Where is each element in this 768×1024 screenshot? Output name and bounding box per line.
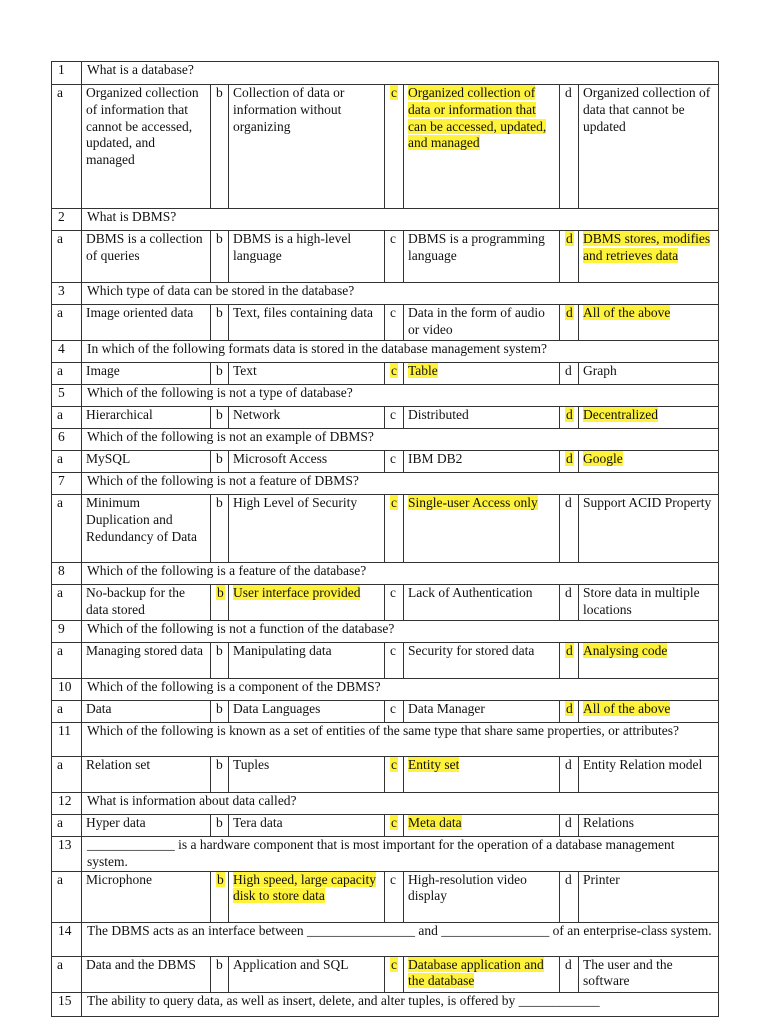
option-letter — [560, 815, 579, 837]
option-text-label: Store data in multiple locations — [583, 585, 700, 617]
option-text — [82, 85, 211, 209]
option-letter-label: a — [57, 305, 63, 320]
question-text: Which of the following is known as a set of entities of the same type that share same properties, or attributes? — [82, 723, 719, 757]
option-text-label: Tera data — [233, 815, 283, 830]
option-letter-label: b — [217, 871, 224, 887]
option-text — [404, 451, 560, 473]
option-text-label: Text — [233, 363, 257, 378]
question-row — [52, 793, 719, 815]
question-text: Which type of data can be stored in the database? — [82, 283, 719, 305]
option-letter — [52, 585, 82, 621]
option-text — [229, 956, 385, 992]
question-text: What is information about data called? — [82, 793, 719, 815]
option-text-label: DBMS stores, modifies and retrieves data — [583, 231, 711, 263]
option-letter-label: c — [390, 871, 396, 887]
option-text-label: Tuples — [233, 757, 270, 772]
option-text-label: Application and SQL — [233, 956, 349, 972]
question-row — [52, 385, 719, 407]
option-text — [82, 363, 211, 385]
option-text — [229, 231, 385, 283]
question-number: 12 — [52, 793, 82, 815]
option-text-label: The user and the software — [583, 956, 673, 989]
question-text: In which of the following formats data is stored in the database management system? — [82, 341, 719, 363]
option-letter-label: a — [57, 495, 63, 510]
option-letter-label: a — [57, 231, 63, 246]
option-text-label: Microphone — [86, 871, 152, 887]
option-letter-label: d — [565, 956, 572, 972]
option-text-label: Entity Relation model — [583, 757, 703, 772]
option-text — [404, 643, 560, 679]
option-letter-label: c — [391, 956, 397, 972]
option-text-label: Table — [408, 363, 438, 378]
option-letter — [385, 85, 404, 209]
question-number: 15 — [52, 992, 82, 1016]
option-letter-label: c — [390, 585, 396, 600]
option-letter — [52, 643, 82, 679]
option-text — [82, 495, 211, 563]
option-letter — [385, 815, 404, 837]
option-text — [404, 407, 560, 429]
options-row — [52, 231, 719, 283]
option-letter — [560, 85, 579, 209]
option-letter-label: c — [391, 85, 397, 100]
option-text-label: MySQL — [86, 451, 131, 466]
option-text-label: DBMS is a high-level language — [233, 231, 352, 263]
option-text-label: Hyper data — [86, 815, 146, 830]
option-text-label: Hierarchical — [86, 407, 153, 422]
option-letter — [52, 305, 82, 341]
option-letter-label: a — [57, 585, 63, 600]
option-letter — [385, 585, 404, 621]
options-row — [52, 495, 719, 563]
question-row — [52, 283, 719, 305]
option-letter-label: a — [57, 643, 63, 658]
option-text — [229, 305, 385, 341]
option-letter-label: b — [216, 956, 223, 972]
option-text-correct — [404, 815, 560, 837]
option-letter — [211, 305, 229, 341]
option-letter-label: b — [216, 757, 223, 772]
option-letter — [52, 85, 82, 209]
option-letter-label: d — [566, 305, 573, 320]
option-letter-label: d — [565, 871, 572, 887]
option-letter-label: b — [216, 231, 223, 246]
option-text — [579, 495, 719, 563]
options-row — [52, 85, 719, 209]
option-letter — [560, 495, 579, 563]
option-text-label: Single-user Access only — [408, 495, 538, 510]
question-number: 3 — [52, 283, 82, 305]
option-letter-label: c — [390, 643, 396, 658]
option-letter — [52, 231, 82, 283]
option-letter — [385, 305, 404, 341]
option-text — [82, 231, 211, 283]
option-text-label: Organized collection of information that cannot be accessed, updated, and managed — [86, 85, 199, 168]
option-text-label: Microsoft Access — [233, 451, 328, 466]
question-text: Which of the following is not an example of DBMS? — [82, 429, 719, 451]
option-letter-label: d — [566, 407, 573, 422]
option-letter-label: c — [390, 305, 396, 320]
question-row — [52, 429, 719, 451]
option-text — [579, 585, 719, 621]
option-letter-label: b — [216, 701, 223, 716]
option-text — [82, 956, 211, 992]
option-letter — [52, 363, 82, 385]
option-text-label: Organized collection of data or information that can be accessed, updated, and managed — [408, 85, 547, 151]
option-text-label: Data Manager — [408, 701, 485, 716]
option-text-label: Entity set — [408, 757, 460, 772]
option-text-label: User interface provided — [233, 585, 361, 600]
option-letter-label: b — [216, 815, 223, 830]
option-letter — [211, 643, 229, 679]
options-row — [52, 871, 719, 922]
option-letter-label: b — [216, 363, 223, 378]
option-text-correct — [404, 363, 560, 385]
option-letter — [52, 495, 82, 563]
option-text-label: IBM DB2 — [408, 451, 463, 466]
option-letter-label: d — [566, 643, 573, 658]
option-text — [579, 757, 719, 793]
option-letter — [385, 407, 404, 429]
option-letter — [52, 407, 82, 429]
option-text-correct — [404, 956, 560, 992]
option-text-label: High Level of Security — [233, 495, 358, 510]
option-letter — [560, 757, 579, 793]
option-text-correct — [229, 585, 385, 621]
question-number: 5 — [52, 385, 82, 407]
question-number: 1 — [52, 62, 82, 85]
option-text — [229, 407, 385, 429]
option-text — [82, 757, 211, 793]
question-row — [52, 62, 719, 85]
option-text-label: Google — [583, 451, 623, 466]
option-letter — [385, 757, 404, 793]
option-letter-label: d — [565, 363, 572, 378]
question-text: What is DBMS? — [82, 209, 719, 231]
option-text-label: DBMS is a programming language — [408, 231, 545, 263]
option-text-label: Data in the form of audio or video — [408, 305, 545, 337]
option-letter-label: b — [216, 305, 223, 320]
option-text-label: Manipulating data — [233, 643, 332, 658]
option-letter-label: a — [57, 956, 63, 972]
option-letter — [385, 451, 404, 473]
option-text-label: Managing stored data — [86, 643, 203, 658]
option-letter-label: c — [391, 363, 397, 378]
option-letter-label: c — [391, 495, 397, 510]
option-letter — [385, 643, 404, 679]
question-text: _____________ is a hardware component that is most important for the operation of a database management system. — [82, 837, 719, 872]
option-text-correct — [579, 451, 719, 473]
option-text — [229, 495, 385, 563]
option-letter-label: c — [391, 757, 397, 772]
option-letter — [385, 701, 404, 723]
option-text-correct — [579, 407, 719, 429]
option-letter-label: b — [216, 451, 223, 466]
question-text: Which of the following is not a function of the database? — [82, 621, 719, 643]
option-text — [229, 757, 385, 793]
option-letter — [560, 305, 579, 341]
option-text-label: Graph — [583, 363, 617, 378]
option-text-label: Data — [86, 701, 112, 716]
option-text — [579, 363, 719, 385]
options-row — [52, 643, 719, 679]
option-text-label: Security for stored data — [408, 643, 535, 658]
question-row — [52, 473, 719, 495]
option-text — [82, 585, 211, 621]
question-number: 9 — [52, 621, 82, 643]
option-text — [82, 815, 211, 837]
option-letter — [211, 85, 229, 209]
option-text — [82, 451, 211, 473]
option-text — [404, 701, 560, 723]
option-text-label: Image — [86, 363, 120, 378]
option-text-label: Analysing code — [583, 643, 668, 658]
option-text — [579, 956, 719, 992]
options-row — [52, 757, 719, 793]
option-letter-label: d — [565, 585, 572, 600]
question-number: 14 — [52, 922, 82, 956]
option-letter — [385, 363, 404, 385]
option-text-label: All of the above — [583, 305, 671, 320]
question-row — [52, 341, 719, 363]
question-row — [52, 679, 719, 701]
option-letter — [52, 815, 82, 837]
option-letter — [211, 815, 229, 837]
option-letter — [52, 757, 82, 793]
question-row — [52, 992, 719, 1016]
option-text-correct — [404, 757, 560, 793]
option-text-correct — [404, 85, 560, 209]
option-text — [229, 701, 385, 723]
option-letter-label: a — [57, 451, 63, 466]
option-letter-label: c — [390, 231, 396, 246]
option-text-label: Decentralized — [583, 407, 658, 422]
option-text — [229, 643, 385, 679]
option-letter-label: c — [390, 701, 396, 716]
option-letter-label: a — [57, 815, 63, 830]
option-text-correct — [404, 495, 560, 563]
option-letter — [211, 495, 229, 563]
question-text: What is a database? — [82, 62, 719, 85]
option-text — [579, 85, 719, 209]
option-text — [229, 363, 385, 385]
options-row — [52, 305, 719, 341]
option-letter — [211, 585, 229, 621]
option-letter — [385, 231, 404, 283]
question-text: Which of the following is not a type of database? — [82, 385, 719, 407]
option-text-correct — [579, 701, 719, 723]
question-number: 7 — [52, 473, 82, 495]
question-number: 4 — [52, 341, 82, 363]
option-letter — [211, 451, 229, 473]
option-letter — [52, 871, 82, 922]
option-letter-label: b — [216, 495, 223, 510]
question-number: 2 — [52, 209, 82, 231]
options-row — [52, 956, 719, 992]
option-letter — [211, 871, 229, 922]
option-letter-label: c — [391, 815, 397, 830]
question-row — [52, 922, 719, 956]
option-text — [404, 305, 560, 341]
option-text-label: Image oriented data — [86, 305, 194, 320]
option-letter — [211, 231, 229, 283]
option-letter-label: a — [57, 701, 63, 716]
question-number: 13 — [52, 837, 82, 872]
option-text-label: Organized collection of data that cannot be updated — [583, 85, 711, 134]
option-text-correct — [579, 231, 719, 283]
question-text: Which of the following is a component of the DBMS? — [82, 679, 719, 701]
option-text-label: Relation set — [86, 757, 151, 772]
option-letter — [385, 495, 404, 563]
option-text-label: Data and the DBMS — [86, 956, 196, 972]
option-letter — [560, 643, 579, 679]
option-letter — [52, 701, 82, 723]
option-text-label: Support ACID Property — [583, 495, 712, 510]
option-letter — [211, 407, 229, 429]
option-letter-label: c — [390, 451, 396, 466]
option-letter — [560, 956, 579, 992]
option-letter — [560, 363, 579, 385]
quiz-sheet — [51, 61, 718, 1017]
option-text-label: Lack of Authentication — [408, 585, 533, 600]
option-text-label: Network — [233, 407, 281, 422]
option-letter-label: b — [216, 643, 223, 658]
option-text-label: Text, files containing data — [233, 305, 374, 320]
option-letter — [560, 407, 579, 429]
option-letter-label: d — [566, 701, 573, 716]
option-letter-label: a — [57, 871, 63, 887]
option-letter-label: b — [216, 407, 223, 422]
option-letter-label: c — [390, 407, 396, 422]
option-letter-label: a — [57, 407, 63, 422]
quiz-table — [51, 61, 719, 1017]
option-text-label: DBMS is a collection of queries — [86, 231, 203, 263]
option-letter — [560, 585, 579, 621]
option-text-label: All of the above — [583, 701, 671, 716]
options-row — [52, 585, 719, 621]
question-number: 10 — [52, 679, 82, 701]
question-row — [52, 621, 719, 643]
question-text: Which of the following is a feature of the database? — [82, 563, 719, 585]
option-letter — [211, 701, 229, 723]
option-text — [579, 815, 719, 837]
options-row — [52, 407, 719, 429]
option-text-label: No-backup for the data stored — [86, 585, 185, 617]
option-text — [404, 585, 560, 621]
option-text-label: High-resolution video display — [408, 871, 527, 904]
question-row — [52, 563, 719, 585]
option-letter — [52, 956, 82, 992]
option-text — [82, 701, 211, 723]
option-letter — [560, 231, 579, 283]
option-letter-label: d — [566, 451, 573, 466]
option-text-label: Relations — [583, 815, 634, 830]
option-letter-label: b — [216, 85, 223, 100]
option-letter-label: a — [57, 363, 63, 378]
option-letter — [560, 871, 579, 922]
option-letter — [560, 451, 579, 473]
option-letter — [211, 757, 229, 793]
option-letter — [211, 956, 229, 992]
option-text — [579, 871, 719, 922]
question-text: The DBMS acts as an interface between ________________ and ________________ of an enterprise-class system. — [82, 922, 719, 956]
options-row — [52, 815, 719, 837]
option-text-label: High speed, large capacity disk to store data — [233, 871, 376, 904]
option-text-label: Distributed — [408, 407, 469, 422]
option-letter-label: d — [565, 85, 572, 100]
option-text — [229, 85, 385, 209]
option-text-label: Meta data — [408, 815, 462, 830]
option-text-correct — [579, 643, 719, 679]
option-text — [404, 871, 560, 922]
option-text-label: Printer — [583, 871, 620, 887]
option-letter-label: d — [565, 815, 572, 830]
option-text — [82, 643, 211, 679]
question-row — [52, 837, 719, 872]
option-letter — [385, 871, 404, 922]
option-letter — [385, 956, 404, 992]
option-text — [82, 871, 211, 922]
option-text — [82, 407, 211, 429]
question-number: 11 — [52, 723, 82, 757]
option-letter-label: a — [57, 757, 63, 772]
option-letter — [211, 363, 229, 385]
option-text-label: Data Languages — [233, 701, 321, 716]
options-row — [52, 701, 719, 723]
option-letter — [560, 701, 579, 723]
question-text: The ability to query data, as well as insert, delete, and alter tuples, is offered by ____________ — [82, 992, 719, 1016]
option-text — [229, 815, 385, 837]
question-row — [52, 209, 719, 231]
option-text-correct — [579, 305, 719, 341]
option-text — [82, 305, 211, 341]
option-letter-label: a — [57, 85, 63, 100]
option-letter-label: d — [566, 231, 573, 246]
option-text-label: Database application and the database — [408, 956, 544, 989]
option-letter-label: d — [565, 757, 572, 772]
option-text-label: Collection of data or information without organizing — [233, 85, 345, 134]
option-text — [404, 231, 560, 283]
option-text-correct — [229, 871, 385, 922]
option-letter — [52, 451, 82, 473]
option-text-label: Minimum Duplication and Redundancy of Data — [86, 495, 197, 544]
option-letter-label: d — [565, 495, 572, 510]
question-number: 8 — [52, 563, 82, 585]
option-text — [229, 451, 385, 473]
question-number: 6 — [52, 429, 82, 451]
question-row — [52, 723, 719, 757]
option-letter-label: b — [217, 585, 224, 600]
options-row — [52, 451, 719, 473]
question-text: Which of the following is not a feature of DBMS? — [82, 473, 719, 495]
options-row — [52, 363, 719, 385]
